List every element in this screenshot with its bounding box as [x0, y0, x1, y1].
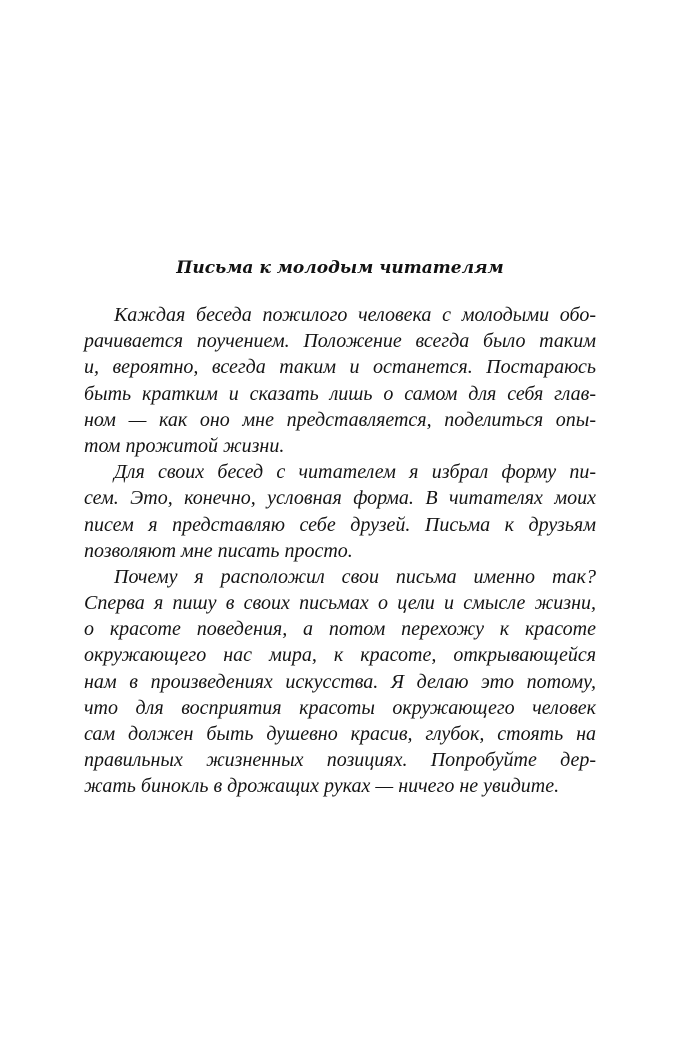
text-line: и, вероятно, всегда таким и останется. Постараюсь: [84, 356, 596, 379]
text-line: Для своих бесед с читателем я избрал форму пи-: [114, 461, 596, 484]
text-line: правильных жизненных позициях. Попробуйте дер-: [84, 749, 596, 772]
page-title: Письма к молодым читателям: [176, 258, 504, 278]
paragraph: [84, 459, 596, 564]
text-line: Каждая беседа пожилого человека с молодыми обо-: [114, 304, 596, 326]
text-line: жать бинокль в дрожащих руках — ничего не увидите.: [84, 775, 560, 798]
text-line: сам должен быть душевно красив, глубок, стоять на: [84, 723, 596, 745]
text-line: рачивается поучением. Положение всегда было таким: [84, 330, 596, 353]
text-line: что для восприятия красоты окружающего человек: [84, 696, 596, 719]
text-line: позволяют мне писать просто.: [84, 539, 353, 562]
text-line: писем я представляю себе друзей. Письма к друзьям: [84, 513, 596, 536]
text-line: Почему я расположил свои письма именно так?: [114, 565, 596, 588]
text-line: сем. Это, конечно, условная форма. В читателях моих: [84, 487, 596, 510]
text-line: Сперва я пишу в своих письмах о цели и смысле жизни,: [84, 592, 596, 615]
text-line: нам в произведениях искусства. Я делаю это потому,: [84, 670, 596, 693]
text-line: о красоте поведения, а потом перехожу к красоте: [84, 618, 596, 641]
text-line: том прожитой жизни.: [84, 434, 285, 457]
paragraph: [84, 564, 596, 800]
text-line: быть кратким и сказать лишь о самом для себя глав-: [84, 382, 596, 405]
text-line: ном — как оно мне представляется, поделиться опы-: [84, 408, 596, 431]
body-text: [84, 302, 596, 800]
text-line: окружающего нас мира, к красоте, открывающейся: [84, 644, 596, 667]
paragraph: [84, 302, 596, 459]
